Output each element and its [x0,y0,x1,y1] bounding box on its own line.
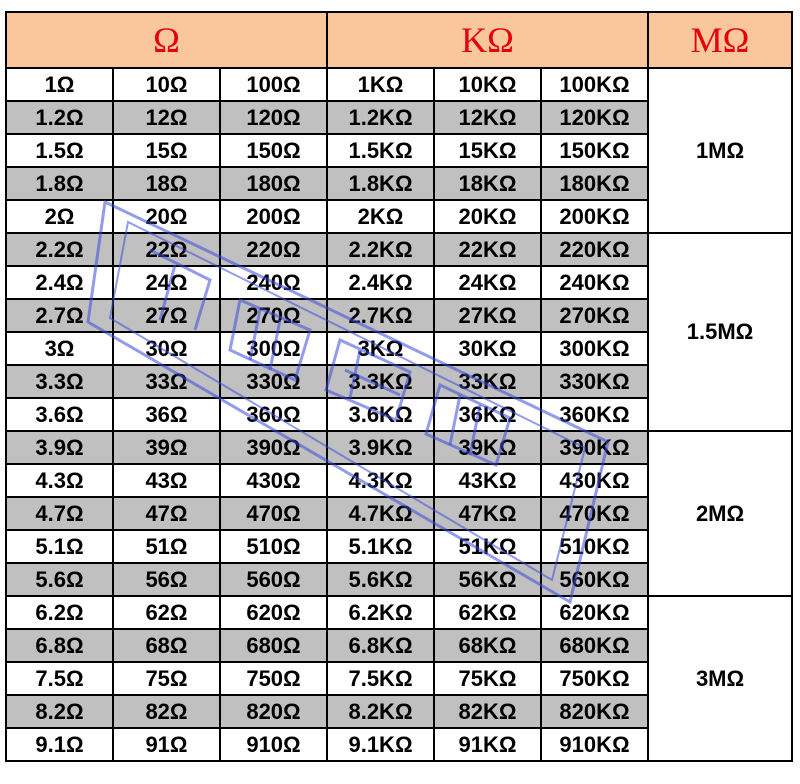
resistance-cell: 3.9Ω [6,431,113,464]
resistance-cell: 330Ω [220,365,327,398]
resistance-cell: 91KΩ [434,728,541,761]
mega-ohm-cell: 2MΩ [648,431,792,596]
resistance-cell: 820Ω [220,695,327,728]
resistance-cell: 68KΩ [434,629,541,662]
resistance-cell: 120KΩ [541,101,648,134]
header-mohm: MΩ [648,12,792,68]
resistance-cell: 430KΩ [541,464,648,497]
resistance-cell: 8.2KΩ [327,695,434,728]
resistance-cell: 6.2Ω [6,596,113,629]
resistance-cell: 1KΩ [327,68,434,101]
resistance-cell: 3.3Ω [6,365,113,398]
resistance-cell: 2.7KΩ [327,299,434,332]
mega-ohm-cell: 1.5MΩ [648,233,792,431]
resistance-cell: 7.5Ω [6,662,113,695]
resistance-cell: 5.6KΩ [327,563,434,596]
resistance-cell: 51KΩ [434,530,541,563]
resistance-cell: 3.9KΩ [327,431,434,464]
table-row [6,233,792,266]
resistance-cell: 560Ω [220,563,327,596]
resistance-cell: 68Ω [113,629,220,662]
resistance-cell: 2KΩ [327,200,434,233]
resistance-cell: 56KΩ [434,563,541,596]
resistance-cell: 30Ω [113,332,220,365]
resistance-cell: 62Ω [113,596,220,629]
resistance-cell: 430Ω [220,464,327,497]
resistance-cell: 82KΩ [434,695,541,728]
resistance-cell: 680Ω [220,629,327,662]
resistance-cell: 9.1Ω [6,728,113,761]
resistance-cell: 8.2Ω [6,695,113,728]
resistance-cell: 360Ω [220,398,327,431]
resistance-cell: 2Ω [6,200,113,233]
resistance-cell: 33Ω [113,365,220,398]
resistance-cell: 910Ω [220,728,327,761]
resistance-cell: 5.6Ω [6,563,113,596]
table-row [6,68,792,101]
resistance-cell: 18KΩ [434,167,541,200]
resistance-cell: 24KΩ [434,266,541,299]
resistance-cell: 270KΩ [541,299,648,332]
resistor-value-table [5,11,793,762]
resistance-cell: 39KΩ [434,431,541,464]
resistance-cell: 15Ω [113,134,220,167]
resistance-cell: 12KΩ [434,101,541,134]
resistance-cell: 10Ω [113,68,220,101]
resistance-cell: 2.4Ω [6,266,113,299]
mega-ohm-cell: 1MΩ [648,68,792,233]
resistance-cell: 220Ω [220,233,327,266]
resistance-cell: 100KΩ [541,68,648,101]
resistance-cell: 47KΩ [434,497,541,530]
resistance-cell: 200Ω [220,200,327,233]
resistance-cell: 15KΩ [434,134,541,167]
resistance-cell: 1.5KΩ [327,134,434,167]
resistance-cell: 3.3KΩ [327,365,434,398]
resistance-cell: 75KΩ [434,662,541,695]
resistance-cell: 150KΩ [541,134,648,167]
resistance-cell: 5.1Ω [6,530,113,563]
resistance-cell: 36KΩ [434,398,541,431]
resistance-cell: 36Ω [113,398,220,431]
resistance-cell: 510KΩ [541,530,648,563]
resistance-cell: 1.8KΩ [327,167,434,200]
header-ohm: Ω [6,12,327,68]
resistance-cell: 20KΩ [434,200,541,233]
resistance-cell: 220KΩ [541,233,648,266]
resistance-cell: 2.2Ω [6,233,113,266]
resistance-cell: 300Ω [220,332,327,365]
resistance-cell: 5.1KΩ [327,530,434,563]
resistance-cell: 330KΩ [541,365,648,398]
resistance-cell: 10KΩ [434,68,541,101]
resistance-cell: 560KΩ [541,563,648,596]
resistance-cell: 680KΩ [541,629,648,662]
resistance-cell: 3.6Ω [6,398,113,431]
resistance-cell: 39Ω [113,431,220,464]
resistance-cell: 4.7KΩ [327,497,434,530]
resistance-cell: 12Ω [113,101,220,134]
resistance-cell: 4.3KΩ [327,464,434,497]
resistance-cell: 1.8Ω [6,167,113,200]
resistance-cell: 62KΩ [434,596,541,629]
resistance-cell: 43KΩ [434,464,541,497]
resistance-cell: 3.6KΩ [327,398,434,431]
resistance-cell: 150Ω [220,134,327,167]
resistance-cell: 1Ω [6,68,113,101]
resistance-cell: 47Ω [113,497,220,530]
resistance-cell: 82Ω [113,695,220,728]
resistance-cell: 200KΩ [541,200,648,233]
resistance-cell: 270Ω [220,299,327,332]
resistance-cell: 510Ω [220,530,327,563]
resistance-cell: 2.4KΩ [327,266,434,299]
resistance-cell: 33KΩ [434,365,541,398]
resistance-cell: 43Ω [113,464,220,497]
resistance-cell: 620Ω [220,596,327,629]
mega-ohm-cell: 3MΩ [648,596,792,761]
resistance-cell: 18Ω [113,167,220,200]
header-kohm: KΩ [327,12,648,68]
resistance-cell: 9.1KΩ [327,728,434,761]
resistance-cell: 180Ω [220,167,327,200]
resistance-cell: 6.2KΩ [327,596,434,629]
resistance-cell: 620KΩ [541,596,648,629]
resistance-cell: 75Ω [113,662,220,695]
resistance-cell: 2.7Ω [6,299,113,332]
resistance-cell: 910KΩ [541,728,648,761]
resistance-cell: 240Ω [220,266,327,299]
resistance-cell: 6.8KΩ [327,629,434,662]
resistance-cell: 6.8Ω [6,629,113,662]
resistance-cell: 750KΩ [541,662,648,695]
resistance-cell: 2.2KΩ [327,233,434,266]
resistance-cell: 22KΩ [434,233,541,266]
resistance-cell: 30KΩ [434,332,541,365]
resistance-cell: 3KΩ [327,332,434,365]
resistance-cell: 120Ω [220,101,327,134]
resistance-cell: 4.7Ω [6,497,113,530]
resistance-cell: 91Ω [113,728,220,761]
resistance-cell: 360KΩ [541,398,648,431]
table-row [6,596,792,629]
resistance-cell: 1.5Ω [6,134,113,167]
resistance-cell: 180KΩ [541,167,648,200]
resistance-cell: 240KΩ [541,266,648,299]
resistance-cell: 750Ω [220,662,327,695]
resistance-cell: 7.5KΩ [327,662,434,695]
header-row [6,12,792,68]
resistance-cell: 100Ω [220,68,327,101]
resistance-cell: 1.2Ω [6,101,113,134]
resistance-cell: 51Ω [113,530,220,563]
resistance-cell: 3Ω [6,332,113,365]
resistance-cell: 1.2KΩ [327,101,434,134]
resistance-cell: 24Ω [113,266,220,299]
resistance-cell: 470Ω [220,497,327,530]
resistance-cell: 470KΩ [541,497,648,530]
resistance-cell: 27Ω [113,299,220,332]
resistance-cell: 22Ω [113,233,220,266]
resistance-cell: 4.3Ω [6,464,113,497]
resistance-cell: 27KΩ [434,299,541,332]
resistance-cell: 20Ω [113,200,220,233]
resistance-cell: 390Ω [220,431,327,464]
table-row [6,431,792,464]
resistance-cell: 56Ω [113,563,220,596]
resistance-cell: 390KΩ [541,431,648,464]
resistance-cell: 300KΩ [541,332,648,365]
resistance-cell: 820KΩ [541,695,648,728]
